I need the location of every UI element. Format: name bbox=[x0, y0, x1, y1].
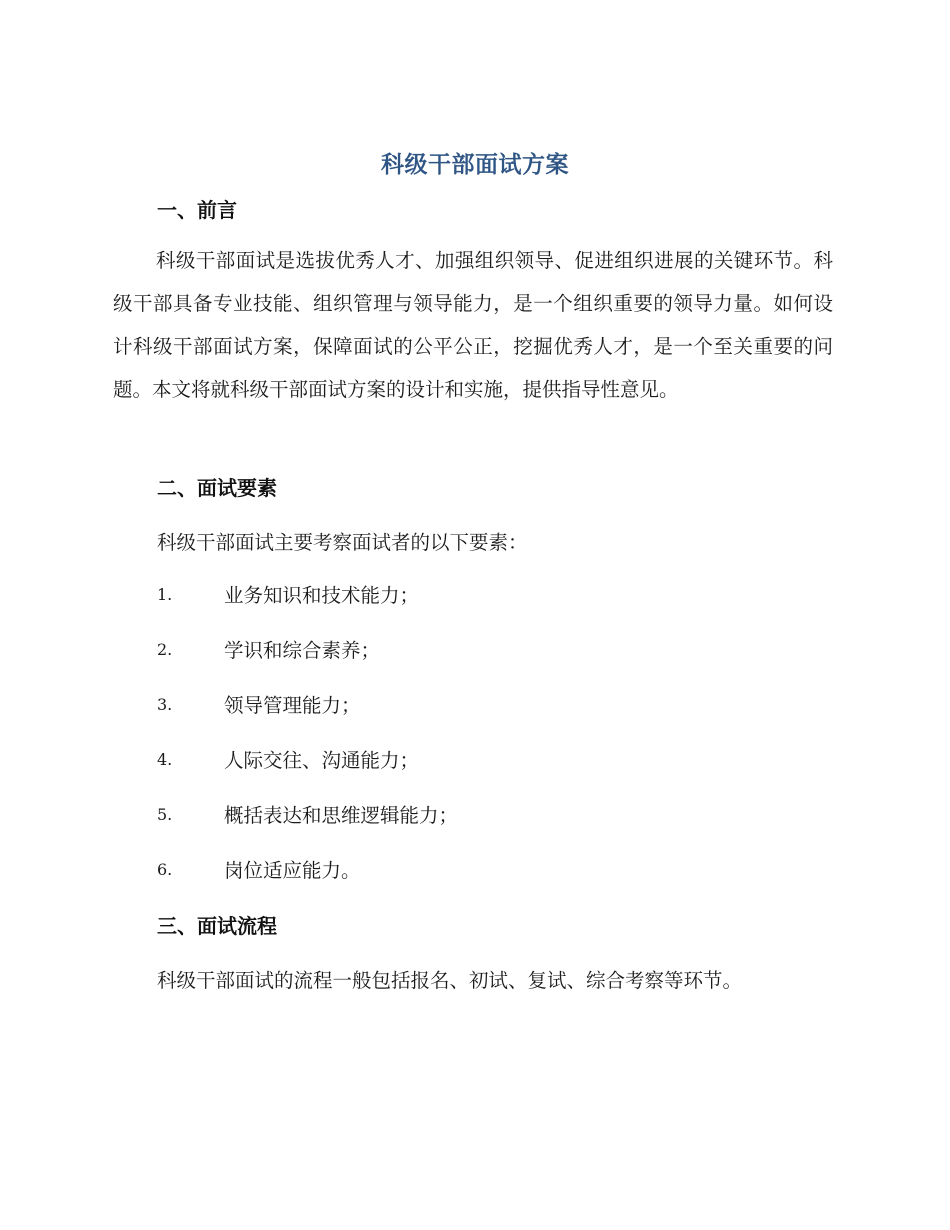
list-item-text: 人际交往、沟通能力； bbox=[224, 749, 420, 772]
list-item-text: 领导管理能力； bbox=[224, 694, 361, 717]
list-item-number: 2. bbox=[157, 640, 173, 659]
section-heading-process: 三、面试流程 bbox=[157, 914, 277, 938]
list-item-text: 概括表达和思维逻辑能力； bbox=[224, 804, 459, 827]
document-title: 科级干部面试方案 bbox=[381, 152, 569, 178]
list-item-text: 岗位适应能力。 bbox=[224, 859, 361, 882]
section-heading-preface: 一、前言 bbox=[157, 198, 237, 222]
list-item-number: 4. bbox=[157, 750, 173, 769]
preface-paragraph: 科级干部面试是选拔优秀人才、加强组织领导、促进组织进展的关键环节。科级干部具备专业技能、组织管理与领导能力，是一个组织重要的领导力量。如何设计科级干部面试方案，保障面试的公平公正，挖掘优秀人才，是一个至关重要的问题。本文将就科级干部面试方案的设计和实施，提供指导性意见。 bbox=[113, 249, 833, 401]
list-item-text: 学识和综合素养； bbox=[224, 639, 381, 662]
list-item-number: 3. bbox=[157, 695, 173, 714]
process-paragraph: 科级干部面试的流程一般包括报名、初试、复试、综合考察等环节。 bbox=[157, 969, 743, 992]
list-item-number: 1. bbox=[157, 585, 173, 604]
list-item-number: 6. bbox=[157, 860, 173, 879]
elements-intro: 科级干部面试主要考察面试者的以下要素： bbox=[157, 531, 528, 554]
list-item-number: 5. bbox=[157, 805, 173, 824]
list-item-text: 业务知识和技术能力； bbox=[224, 584, 420, 607]
section-heading-elements: 二、面试要素 bbox=[157, 476, 277, 500]
